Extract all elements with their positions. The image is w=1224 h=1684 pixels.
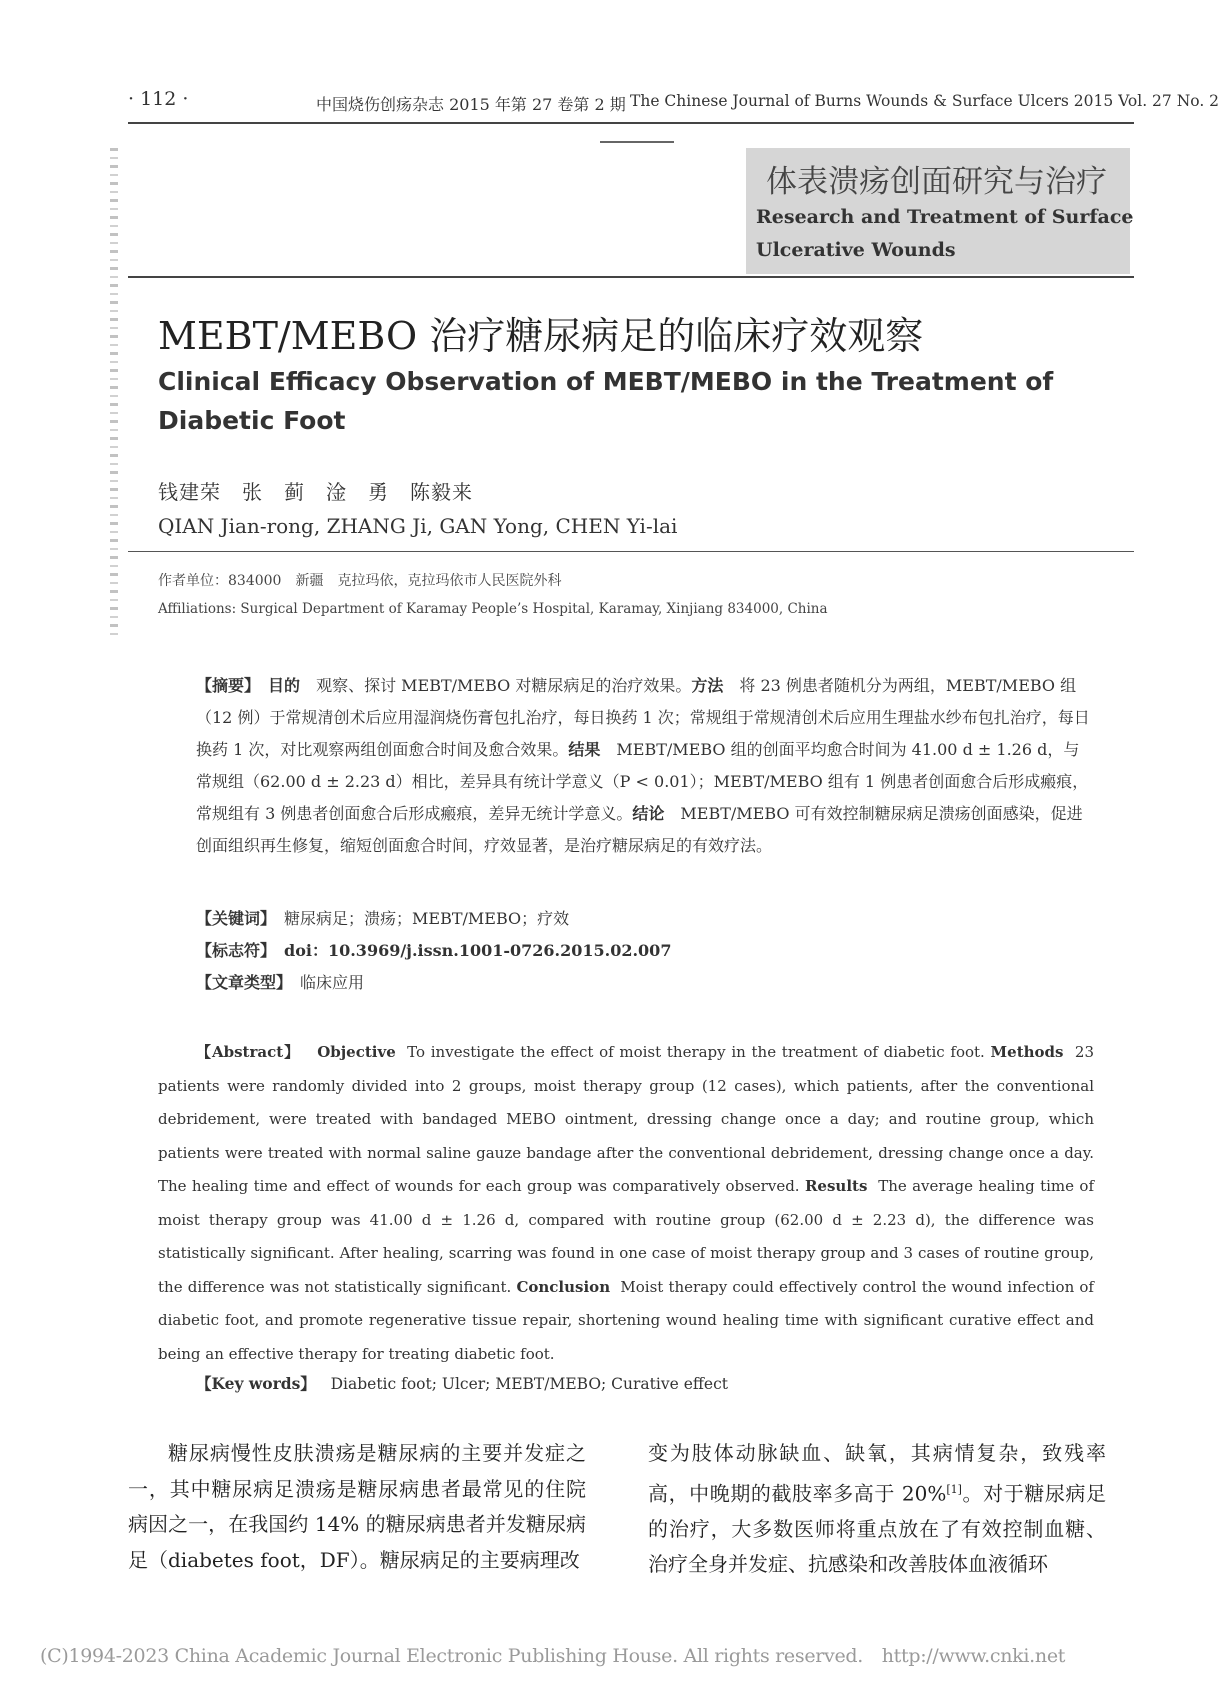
keywords-cn-value: 糖尿病足；溃疡；MEBT/MEBO；疗效 [284,909,570,928]
section-box [746,148,1134,274]
results-label-en: Results [804,1177,868,1195]
methods-text-cn: 将 23 例患者随机分为两组，MEBT/MEBO 组（12 例）于常规清创术后应用湿润烧伤膏包扎治疗，每日换药 1 次；常规组于常规清创术后应用生理盐水纱布包扎治疗，每日换药 1 次，对比观察两组创面愈合时间及愈合效果。 [196,676,1090,759]
abstract-en-label: 【Abstract】 [196,1043,301,1061]
keywords-en-value: Diabetic foot; Ulcer; MEBT/MEBO; Curative effect [330,1375,728,1393]
keywords-en [196,1372,728,1394]
conclusion-text-en: Moist therapy could effectively control the wound infection of diabetic foot, and promote regenerative tissue repair, shortening wound healing time with significant curative effect and being an effective therapy for treating diabetic foot. [158,1277,1094,1363]
authors-rule [128,551,1134,552]
article-type-value: 临床应用 [300,973,365,992]
abstract-en [158,1036,1094,1371]
results-label-cn: 结果 [568,740,601,759]
keywords-en-label: 【Key words】 [196,1374,316,1393]
doi-line [196,938,671,961]
abstract-cn-label: 【摘要】 [196,676,253,695]
conclusion-label-en: Conclusion [516,1277,611,1296]
methods-label-en: Methods [990,1043,1064,1061]
section-title-en-line1: Research and Treatment of Surface [756,206,1134,228]
journal-header-en: The Chinese Journal of Burns Wounds & Surface Ulcers 2015 Vol. 27 No. 2 [630,92,1220,110]
reference-marker[interactable]: [1] [946,1482,962,1496]
header-dash [600,141,674,143]
scan-edge-artifact [110,148,118,638]
section-title-en-line2: Ulcerative Wounds [756,239,956,261]
results-text-cn: MEBT/MEBO 组的创面平均愈合时间为 41.00 d ± 1.26 d，与常规组（62.00 d ± 2.23 d）相比，差异具有统计学意义（P < 0.01）；MEBT/MEBO 组有 1 例患者创面愈合后形成瘢痕，常规组有 3 例患者创面愈合后形成瘢痕，差异无统计学意义。 [196,740,1089,823]
doi-value[interactable]: doi：10.3969/j.issn.1001-0726.2015.02.007 [284,941,672,960]
abstract-cn [196,670,1094,862]
page-number: · 112 · [128,88,189,110]
methods-text-en: 23 patients were randomly divided into 2 groups, moist therapy group (12 cases), which patients, after the conventional debridement, were treated with bandaged MEBO ointment, dressing change once a day; and routine group, which patients were treated with normal saline gauze bandage after the conventional debridement, dressing change once a day. The healing time and effect of wounds for each group was comparatively observed. [158,1043,1094,1195]
body-right-text-a: 变为肢体动脉缺血、缺氧，其病情复杂，致残率高，中晚期的截肢率多高于 20% [648,1441,1106,1506]
article-type-line [196,970,364,993]
objective-text-en: To investigate the effect of moist therapy in the treatment of diabetic foot. [407,1043,985,1061]
authors-en: QIAN Jian-rong, ZHANG Ji, GAN Yong, CHEN Yi-lai [158,514,678,538]
results-text-en: The average healing time of moist therapy group was 41.00 d ± 1.26 d, compared with routine group (62.00 d ± 2.23 d), the difference was statistically significant. After healing, scarring was found in one case of moist therapy group and 3 cases of routine group, the difference was not statistically significant. [158,1177,1094,1296]
body-column-right [648,1436,1106,1583]
journal-header-cn: 中国烧伤创疡杂志 2015 年第 27 卷第 2 期 [316,95,626,114]
section-title-cn: 体表溃疡创面研究与治疗 [766,164,1107,200]
doi-label: 【标志符】 [196,941,269,960]
methods-label-cn: 方法 [691,676,724,695]
authors-cn: 钱建荣 张 蓟 淦 勇 陈毅来 [158,480,473,504]
section-rule [128,276,1134,278]
article-title-en: Clinical Efficacy Observation of MEBT/MEBO in the Treatment of Diabetic Foot [158,367,1054,435]
article-type-label: 【文章类型】 [196,973,285,992]
body-column-left: 糖尿病慢性皮肤溃疡是糖尿病的主要并发症之一，其中糖尿病足溃疡是糖尿病患者最常见的住院病因之一，在我国约 14% 的糖尿病患者并发糖尿病足（diabetes foot，DF）。糖尿病足的主要病理改 [128,1441,586,1572]
article-title-cn: MEBT/MEBO 治疗糖尿病足的临床疗效观察 [158,314,924,358]
objective-label-cn: 目的 [268,676,301,695]
header-rule [128,122,1134,124]
keywords-cn-label: 【关键词】 [196,909,269,928]
body-right-text-b: 。对于糖尿病足的治疗，大多数医师将重点放在了有效控制血糖、治疗全身并发症、抗感染和改善肢体血液循环 [648,1481,1107,1577]
objective-label-en: Objective [317,1043,396,1061]
copyright-footer: (C)1994-2023 China Academic Journal Electronic Publishing House. All rights reserved. http://www.cnki.net [40,1645,1066,1667]
objective-text-cn: 观察、探讨 MEBT/MEBO 对糖尿病足的治疗效果。 [316,676,692,695]
conclusion-text-cn: MEBT/MEBO 可有效控制糖尿病足溃疡创面感染，促进创面组织再生修复，缩短创面愈合时间，疗效显著，是治疗糖尿病足的有效疗法。 [196,804,1083,855]
affiliation-en: Affiliations: Surgical Department of Karamay People’s Hospital, Karamay, Xinjiang 834000, China [158,601,828,617]
keywords-cn [196,906,569,929]
affiliation-cn: 作者单位：834000 新疆 克拉玛依，克拉玛依市人民医院外科 [158,573,562,589]
conclusion-label-cn: 结论 [632,804,665,823]
